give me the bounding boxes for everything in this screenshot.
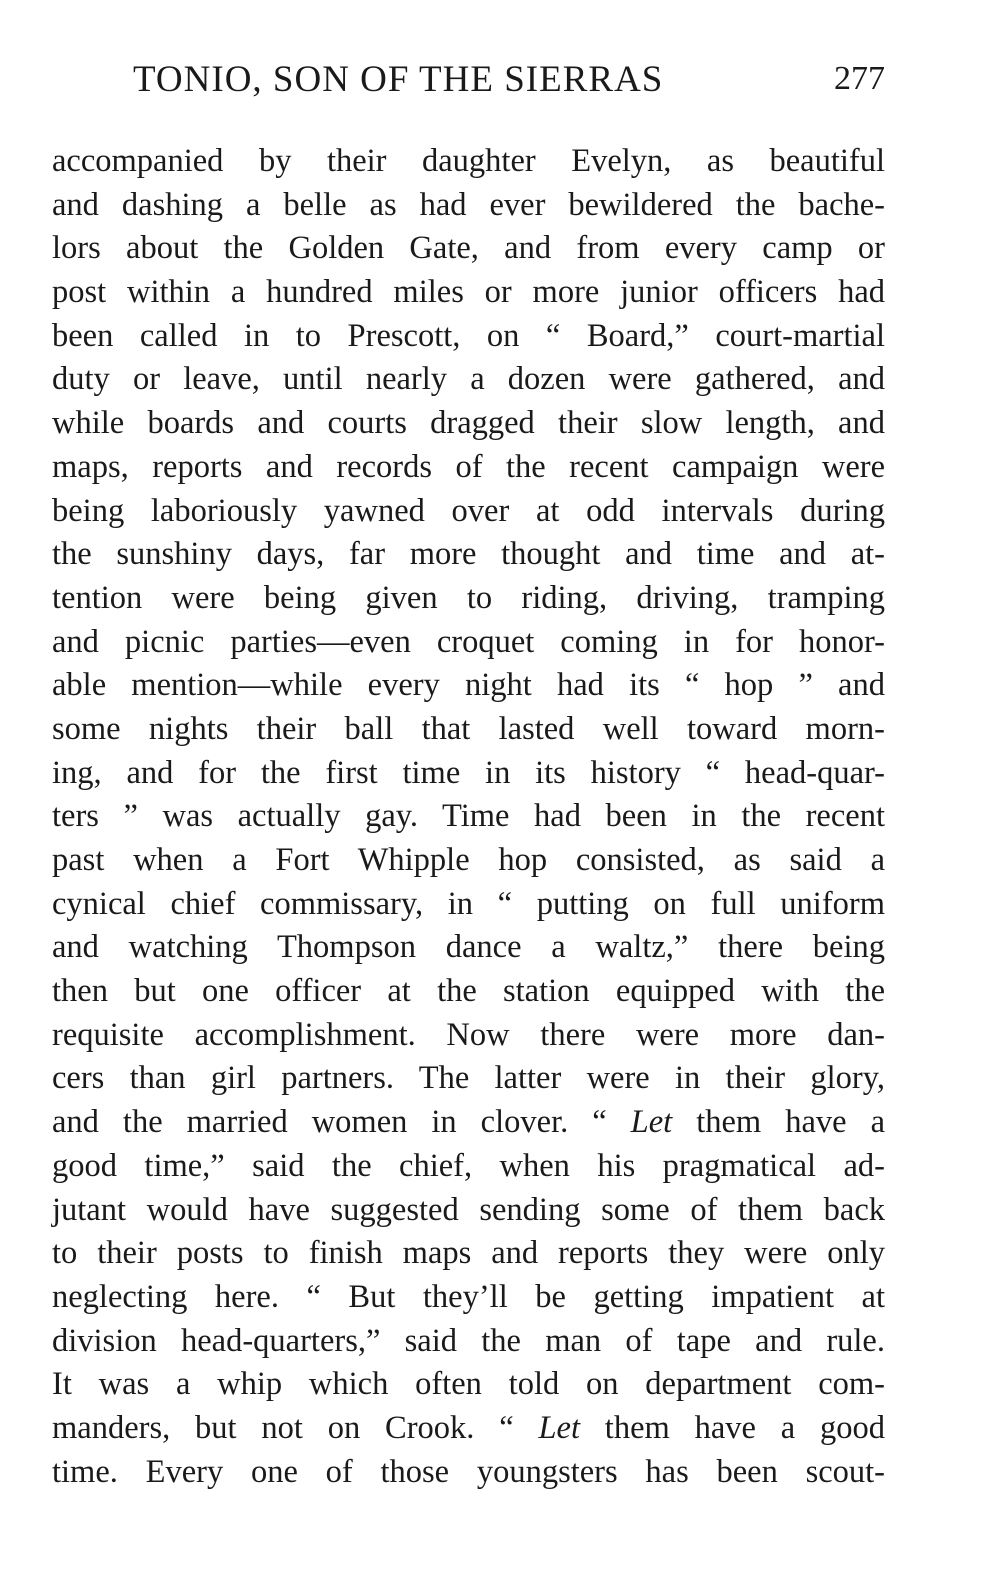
- text-segment: some nights their ball that lasted well toward morn-: [52, 710, 885, 747]
- text-line: [52, 621, 885, 665]
- text-segment: cers than girl partners. The latter were in their glory,: [52, 1060, 885, 1097]
- text-segment: and dashing a belle as had ever bewildered the bache-: [52, 186, 885, 223]
- text-segment: while boards and courts dragged their slow length, and: [52, 405, 885, 442]
- text-segment: them have a: [672, 1104, 885, 1141]
- text-segment: ters ” was actually gay. Time had been in the recent: [52, 798, 885, 835]
- text-segment: division head-quarters,” said the man of tape and rule.: [52, 1322, 885, 1359]
- text-segment: accompanied by their daughter Evelyn, as beautiful: [52, 143, 885, 179]
- italic-text: Let: [630, 1104, 673, 1141]
- text-line: [52, 1320, 885, 1364]
- text-segment: It was a whip which often told on department com-: [52, 1366, 885, 1403]
- text-line: [52, 795, 885, 839]
- text-segment: being laboriously yawned over at odd intervals during: [52, 492, 885, 529]
- text-line: [52, 490, 885, 534]
- text-line: [52, 752, 885, 796]
- text-line: [52, 1014, 885, 1058]
- text-line: [52, 664, 885, 708]
- text-line: [52, 839, 885, 883]
- text-segment: past when a Fort Whipple hop consisted, as said a: [52, 842, 885, 878]
- text-line: [52, 140, 885, 184]
- text-segment: and the married women in clover. “: [52, 1104, 631, 1141]
- text-segment: them have a good: [579, 1409, 885, 1446]
- text-segment: ing, and for the first time in its history “ head-quar-: [52, 754, 885, 791]
- page-number: 277: [834, 60, 885, 97]
- running-header: [133, 58, 885, 108]
- text-line: [52, 1189, 885, 1233]
- text-segment: jutant would have suggested sending some of them back: [52, 1191, 885, 1228]
- italic-text: Let: [538, 1409, 580, 1446]
- text-line: [52, 315, 885, 359]
- text-line: [52, 970, 885, 1014]
- text-line: [52, 533, 885, 577]
- running-title: TONIO, SON OF THE SIERRAS: [133, 59, 664, 100]
- text-segment: good time,” said the chief, when his pragmatical ad-: [52, 1147, 885, 1184]
- text-line: [52, 1407, 885, 1451]
- text-line: [52, 708, 885, 752]
- text-line: [52, 358, 885, 402]
- text-segment: time. Every one of those youngsters has been scout-: [52, 1453, 885, 1490]
- text-line: [52, 271, 885, 315]
- text-line: [52, 1451, 885, 1495]
- text-segment: been called in to Prescott, on “ Board,” court-martial: [52, 317, 885, 354]
- text-line: [52, 1101, 885, 1145]
- text-line: [52, 926, 885, 970]
- text-segment: lors about the Golden Gate, and from every camp or: [52, 230, 885, 267]
- text-segment: to their posts to finish maps and reports they were only: [52, 1235, 885, 1272]
- text-segment: then but one officer at the station equipped with the: [52, 973, 885, 1010]
- text-line: [52, 446, 885, 490]
- text-segment: requisite accomplishment. Now there were more dan-: [52, 1016, 885, 1053]
- text-segment: maps, reports and records of the recent campaign were: [52, 448, 885, 485]
- text-segment: the sunshiny days, far more thought and time and at-: [52, 536, 885, 573]
- text-line: [52, 184, 885, 228]
- text-segment: and watching Thompson dance a waltz,” there being: [52, 929, 885, 966]
- text-segment: tention were being given to riding, driving, tramping: [52, 579, 885, 616]
- text-line: [52, 577, 885, 621]
- text-segment: able mention—while every night had its “ hop ” and: [52, 667, 885, 704]
- text-line: [52, 402, 885, 446]
- text-line: [52, 1363, 885, 1407]
- text-segment: manders, but not on Crook. “: [52, 1409, 539, 1446]
- text-segment: and picnic parties—even croquet coming in for honor-: [52, 623, 885, 660]
- text-line: [52, 1232, 885, 1276]
- text-segment: cynical chief commissary, in “ putting on full uniform: [52, 885, 885, 922]
- text-segment: duty or leave, until nearly a dozen were gathered, and: [52, 361, 885, 398]
- body-text: [52, 140, 885, 1494]
- text-segment: post within a hundred miles or more junior officers had: [52, 274, 885, 311]
- text-line: [52, 883, 885, 927]
- text-line: [52, 1276, 885, 1320]
- text-line: [52, 227, 885, 271]
- text-line: [52, 1145, 885, 1189]
- text-line: [52, 1057, 885, 1101]
- text-segment: neglecting here. “ But they’ll be getting impatient at: [52, 1278, 885, 1315]
